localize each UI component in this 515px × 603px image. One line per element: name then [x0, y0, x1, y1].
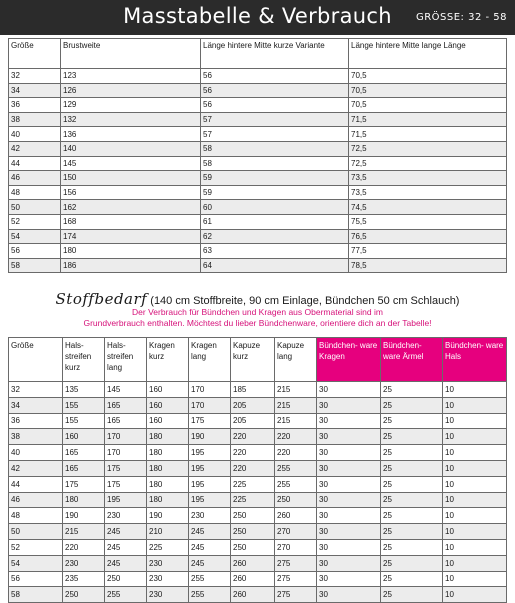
table-cell: 215 [63, 524, 105, 540]
table-cell: 132 [61, 112, 201, 127]
table-cell: 36 [9, 413, 63, 429]
table-cell: 255 [275, 476, 317, 492]
table-row [9, 83, 507, 98]
table-cell: 48 [9, 508, 63, 524]
column-header-cuff-collar: Bündchen- ware Kragen [317, 338, 381, 382]
table-cell: 175 [63, 476, 105, 492]
table-cell: 215 [275, 382, 317, 398]
table-cell: 245 [189, 524, 231, 540]
table-cell: 56 [9, 571, 63, 587]
table-cell: 25 [381, 397, 443, 413]
table-cell: 180 [61, 244, 201, 259]
table-cell: 180 [147, 492, 189, 508]
table-row [9, 156, 507, 171]
table-cell: 205 [231, 397, 275, 413]
measurement-table-body [9, 69, 507, 273]
column-header-collar-short: Kragen kurz [147, 338, 189, 382]
table-row [9, 587, 507, 603]
table-cell: 230 [147, 555, 189, 571]
table-cell: 42 [9, 460, 63, 476]
table-cell: 59 [201, 171, 349, 186]
table-row [9, 214, 507, 229]
table-cell: 40 [9, 445, 63, 461]
table-cell: 44 [9, 156, 61, 171]
table-cell: 72,5 [349, 141, 507, 156]
cuff-note-line-1: Der Verbrauch für Bündchen und Kragen aus Obermaterial sind im [132, 307, 383, 317]
table-row [9, 476, 507, 492]
table-cell: 54 [9, 555, 63, 571]
table-cell: 60 [201, 200, 349, 215]
table-cell: 190 [189, 429, 231, 445]
table-cell: 165 [63, 445, 105, 461]
table-cell: 225 [147, 539, 189, 555]
table-cell: 129 [61, 98, 201, 113]
table-cell: 30 [317, 492, 381, 508]
table-cell: 10 [443, 397, 507, 413]
table-row [9, 382, 507, 398]
table-row [9, 258, 507, 273]
table-cell: 58 [201, 156, 349, 171]
table-cell: 58 [9, 587, 63, 603]
table-cell: 165 [105, 397, 147, 413]
table-cell: 57 [201, 127, 349, 142]
table-cell: 32 [9, 382, 63, 398]
table-cell: 180 [147, 445, 189, 461]
table-cell: 270 [275, 539, 317, 555]
table-row [9, 524, 507, 540]
table-cell: 195 [189, 445, 231, 461]
table-cell: 78,5 [349, 258, 507, 273]
table-row [9, 229, 507, 244]
table-row [9, 555, 507, 571]
table-row [9, 200, 507, 215]
table-cell: 25 [381, 492, 443, 508]
table-cell: 220 [275, 445, 317, 461]
table-cell: 145 [61, 156, 201, 171]
table-cell: 170 [189, 382, 231, 398]
table-cell: 50 [9, 524, 63, 540]
table-cell: 250 [105, 571, 147, 587]
table-cell: 30 [317, 413, 381, 429]
table-row [9, 445, 507, 461]
table-cell: 275 [275, 571, 317, 587]
table-cell: 195 [189, 492, 231, 508]
table-cell: 70,5 [349, 98, 507, 113]
table-cell: 180 [147, 460, 189, 476]
table-cell: 230 [63, 555, 105, 571]
table-cell: 195 [189, 476, 231, 492]
table-cell: 10 [443, 476, 507, 492]
cuff-note-line-2: Grundverbrauch enthalten. Möchtest du lieber Bündchenware, orientiere dich an der Tabelle! [83, 318, 432, 328]
table-cell: 25 [381, 382, 443, 398]
table-cell: 180 [147, 476, 189, 492]
column-header-length-long: Länge hintere Mitte lange Länge [349, 39, 507, 69]
table-cell: 30 [317, 397, 381, 413]
table-cell: 25 [381, 555, 443, 571]
table-cell: 10 [443, 555, 507, 571]
table-cell: 71,5 [349, 112, 507, 127]
table-cell: 70,5 [349, 69, 507, 84]
column-header-length-short: Länge hintere Mitte kurze Variante [201, 39, 349, 69]
table-cell: 250 [231, 508, 275, 524]
table-cell: 10 [443, 539, 507, 555]
table-row [9, 127, 507, 142]
table-cell: 56 [201, 83, 349, 98]
table-cell: 40 [9, 127, 61, 142]
table-cell: 160 [147, 413, 189, 429]
table-cell: 30 [317, 445, 381, 461]
table-row [9, 460, 507, 476]
table-cell: 215 [275, 397, 317, 413]
table-cell: 220 [231, 429, 275, 445]
table-cell: 36 [9, 98, 61, 113]
page-header [0, 0, 515, 35]
table-cell: 71,5 [349, 127, 507, 142]
table-cell: 10 [443, 571, 507, 587]
table-cell: 245 [189, 539, 231, 555]
column-header-chest: Brustweite [61, 39, 201, 69]
table-cell: 46 [9, 171, 61, 186]
table-cell: 10 [443, 445, 507, 461]
table-cell: 10 [443, 492, 507, 508]
table-row [9, 171, 507, 186]
table-cell: 74,5 [349, 200, 507, 215]
table-cell: 34 [9, 83, 61, 98]
table-cell: 275 [275, 555, 317, 571]
table-cell: 250 [231, 524, 275, 540]
table-cell: 260 [231, 587, 275, 603]
table-cell: 136 [61, 127, 201, 142]
table-cell: 76,5 [349, 229, 507, 244]
table-cell: 63 [201, 244, 349, 259]
table-cell: 58 [9, 258, 61, 273]
table-cell: 186 [61, 258, 201, 273]
table-cell: 30 [317, 382, 381, 398]
table-cell: 220 [231, 460, 275, 476]
table-cell: 160 [147, 397, 189, 413]
table-cell: 230 [147, 587, 189, 603]
table-cell: 30 [317, 524, 381, 540]
table-cell: 54 [9, 229, 61, 244]
table-cell: 150 [61, 171, 201, 186]
table-cell: 50 [9, 200, 61, 215]
table-cell: 195 [189, 460, 231, 476]
table-row [9, 429, 507, 445]
table-row [9, 539, 507, 555]
table-cell: 250 [63, 587, 105, 603]
table-cell: 61 [201, 214, 349, 229]
table-cell: 32 [9, 69, 61, 84]
table-cell: 156 [61, 185, 201, 200]
table-cell: 30 [317, 476, 381, 492]
page-title: Masstabelle & Verbrauch [123, 4, 392, 28]
table-cell: 230 [105, 508, 147, 524]
table-cell: 10 [443, 429, 507, 445]
table-cell: 275 [275, 587, 317, 603]
table-cell: 270 [275, 524, 317, 540]
table-cell: 25 [381, 476, 443, 492]
table-cell: 30 [317, 555, 381, 571]
table-cell: 190 [147, 508, 189, 524]
table-cell: 225 [231, 492, 275, 508]
table-cell: 25 [381, 571, 443, 587]
table-cell: 245 [105, 524, 147, 540]
table-row [9, 69, 507, 84]
table-cell: 25 [381, 429, 443, 445]
table-cell: 185 [231, 382, 275, 398]
table-cell: 52 [9, 539, 63, 555]
size-range-label: GRÖSSE: 32 - 58 [415, 12, 507, 23]
table-cell: 25 [381, 587, 443, 603]
table-cell: 30 [317, 571, 381, 587]
table-cell: 30 [317, 587, 381, 603]
table-cell: 10 [443, 524, 507, 540]
table-row [9, 185, 507, 200]
table-cell: 245 [105, 539, 147, 555]
table-cell: 34 [9, 397, 63, 413]
table-cell: 25 [381, 508, 443, 524]
table-cell: 30 [317, 429, 381, 445]
table-row [9, 571, 507, 587]
table-cell: 25 [381, 524, 443, 540]
table-cell: 205 [231, 413, 275, 429]
table-cell: 162 [61, 200, 201, 215]
table-cell: 260 [231, 555, 275, 571]
table-cell: 57 [201, 112, 349, 127]
column-header-neckband-short: Hals- streifen kurz [63, 338, 105, 382]
table-cell: 46 [9, 492, 63, 508]
consumption-table [8, 337, 507, 603]
table-cell: 230 [147, 571, 189, 587]
table-cell: 10 [443, 508, 507, 524]
table-cell: 220 [63, 539, 105, 555]
table-row [9, 508, 507, 524]
table-row [9, 397, 507, 413]
table-cell: 245 [105, 555, 147, 571]
table-cell: 195 [105, 492, 147, 508]
table-cell: 220 [275, 429, 317, 445]
table-cell: 25 [381, 539, 443, 555]
table-cell: 250 [275, 492, 317, 508]
table-cell: 72,5 [349, 156, 507, 171]
table-cell: 38 [9, 429, 63, 445]
table-row [9, 413, 507, 429]
table-cell: 175 [189, 413, 231, 429]
table-cell: 30 [317, 539, 381, 555]
table-cell: 168 [61, 214, 201, 229]
table-cell: 255 [105, 587, 147, 603]
table-row [9, 492, 507, 508]
table-cell: 10 [443, 382, 507, 398]
table-cell: 140 [61, 141, 201, 156]
table-cell: 48 [9, 185, 61, 200]
table-cell: 30 [317, 508, 381, 524]
consumption-table-body [9, 382, 507, 603]
table-cell: 25 [381, 460, 443, 476]
table-row [9, 141, 507, 156]
table-cell: 255 [189, 571, 231, 587]
table-cell: 75,5 [349, 214, 507, 229]
table-cell: 73,5 [349, 185, 507, 200]
table-row [9, 98, 507, 113]
table-cell: 245 [189, 555, 231, 571]
column-header-size: Größe [9, 39, 61, 69]
table-cell: 170 [105, 429, 147, 445]
table-cell: 175 [105, 476, 147, 492]
table-cell: 155 [63, 413, 105, 429]
table-cell: 190 [63, 508, 105, 524]
table-cell: 174 [61, 229, 201, 244]
table-cell: 44 [9, 476, 63, 492]
table-row [9, 112, 507, 127]
table-cell: 160 [63, 429, 105, 445]
table-cell: 220 [231, 445, 275, 461]
column-header-cuff-neck: Bündchen- ware Hals [443, 338, 507, 382]
table-cell: 126 [61, 83, 201, 98]
column-header-cuff-sleeve: Bündchen- ware Ärmel [381, 338, 443, 382]
table-cell: 175 [105, 460, 147, 476]
table-cell: 42 [9, 141, 61, 156]
table-cell: 225 [231, 476, 275, 492]
table-cell: 58 [201, 141, 349, 156]
table-cell: 25 [381, 445, 443, 461]
table-cell: 52 [9, 214, 61, 229]
table-cell: 260 [275, 508, 317, 524]
measurement-table [8, 38, 507, 273]
table-cell: 73,5 [349, 171, 507, 186]
table-cell: 62 [201, 229, 349, 244]
table-cell: 160 [147, 382, 189, 398]
table-cell: 235 [63, 571, 105, 587]
table-cell: 170 [105, 445, 147, 461]
table-cell: 170 [189, 397, 231, 413]
fabric-requirement-heading: Stoffbedarf [55, 290, 148, 308]
column-header-size: Größe [9, 338, 63, 382]
table-cell: 255 [189, 587, 231, 603]
table-row [9, 244, 507, 259]
table-cell: 77,5 [349, 244, 507, 259]
table-cell: 215 [275, 413, 317, 429]
table-cell: 25 [381, 413, 443, 429]
table-cell: 165 [105, 413, 147, 429]
column-header-neckband-long: Hals- streifen lang [105, 338, 147, 382]
fabric-requirement-details: (140 cm Stoffbreite, 90 cm Einlage, Bündchen 50 cm Schlauch) [150, 295, 460, 307]
table-cell: 165 [63, 460, 105, 476]
table-cell: 59 [201, 185, 349, 200]
table-cell: 56 [201, 98, 349, 113]
table-cell: 260 [231, 571, 275, 587]
table-cell: 38 [9, 112, 61, 127]
table-cell: 64 [201, 258, 349, 273]
table-cell: 180 [63, 492, 105, 508]
column-header-hood-long: Kapuze lang [275, 338, 317, 382]
table-cell: 123 [61, 69, 201, 84]
table-cell: 30 [317, 460, 381, 476]
column-header-collar-long: Kragen lang [189, 338, 231, 382]
table-cell: 10 [443, 587, 507, 603]
table-cell: 10 [443, 460, 507, 476]
table-cell: 56 [9, 244, 61, 259]
table-cell: 145 [105, 382, 147, 398]
table-cell: 56 [201, 69, 349, 84]
table-cell: 230 [189, 508, 231, 524]
column-header-hood-short: Kapuze kurz [231, 338, 275, 382]
table-cell: 70,5 [349, 83, 507, 98]
table-cell: 180 [147, 429, 189, 445]
table-cell: 135 [63, 382, 105, 398]
table-cell: 155 [63, 397, 105, 413]
table-cell: 10 [443, 413, 507, 429]
table-cell: 255 [275, 460, 317, 476]
consumption-section [0, 291, 515, 329]
table-cell: 250 [231, 539, 275, 555]
table-cell: 210 [147, 524, 189, 540]
